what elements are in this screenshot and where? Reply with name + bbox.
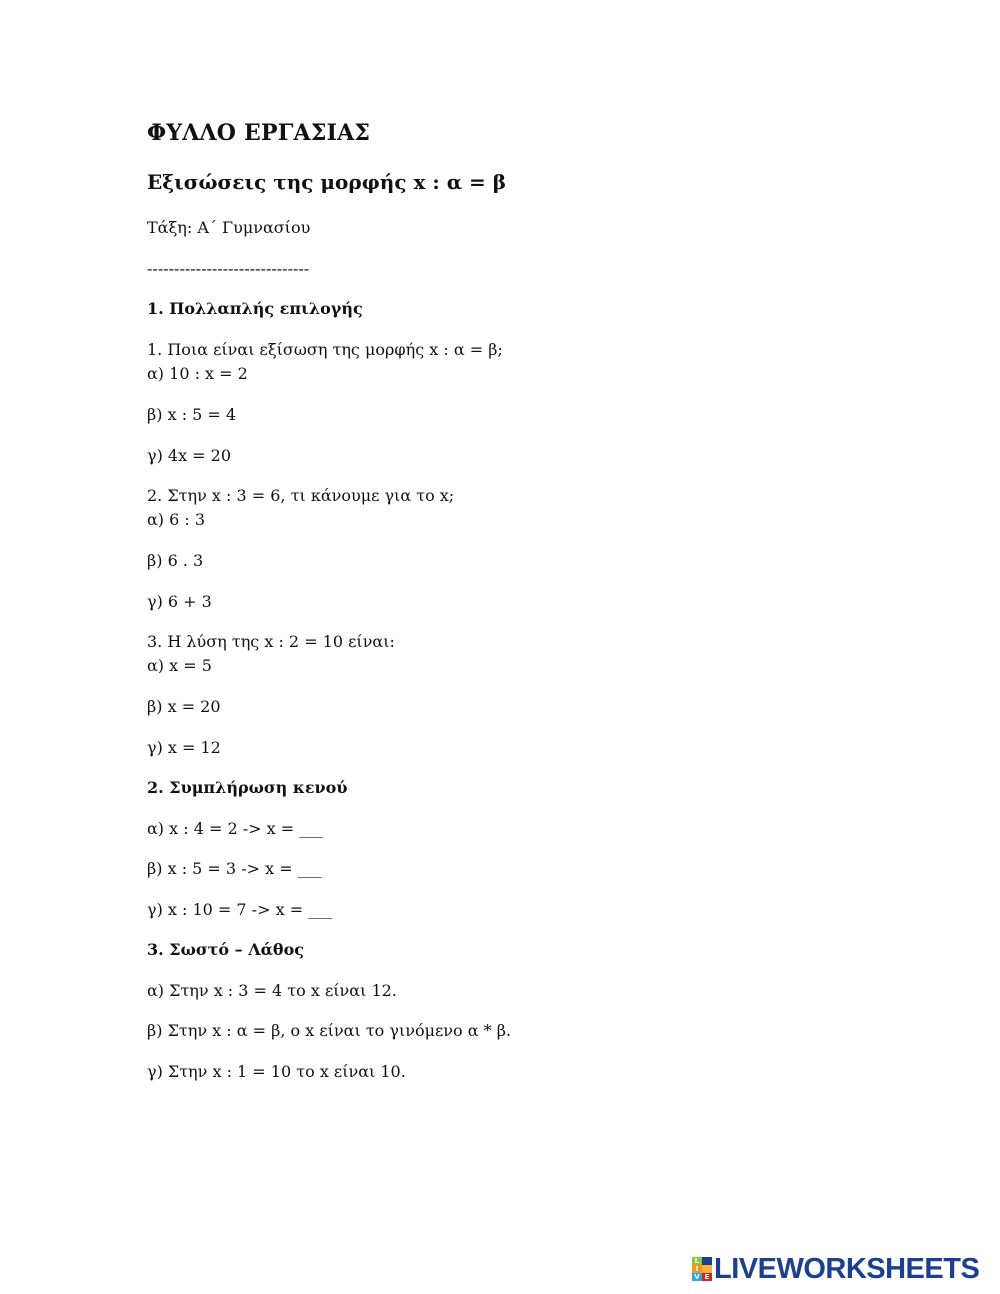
logo-mark-cell: V [692, 1273, 702, 1281]
question-1-option-c[interactable]: γ) 4x = 20 [147, 446, 232, 465]
question-2: 2. Στην x : 3 = 6, τι κάνουμε για το x; [147, 486, 455, 505]
separator-line: ------------------------------ [147, 259, 310, 278]
question-2-option-b[interactable]: β) 6 . 3 [147, 551, 204, 570]
liveworksheets-logo-text: LIVEWORKSHEETS [714, 1253, 980, 1285]
liveworksheets-logo-icon [692, 1257, 712, 1281]
question-1: 1. Ποια είναι εξίσωση της μορφής x : α = β; [147, 340, 503, 359]
question-1-option-b[interactable]: β) x : 5 = 4 [147, 405, 237, 424]
liveworksheets-logo [692, 1254, 979, 1284]
fill-blank-b[interactable]: β) x : 5 = 3 -> x = ___ [147, 859, 322, 878]
question-3: 3. Η λύση της x : 2 = 10 είναι: [147, 632, 395, 651]
logo-mark-cell [702, 1257, 712, 1265]
logo-mark-cell: L [692, 1257, 702, 1265]
question-2-option-c[interactable]: γ) 6 + 3 [147, 592, 212, 611]
section-heading-true-false: 3. Σωστό – Λάθος [147, 940, 305, 959]
fill-blank-c[interactable]: γ) x : 10 = 7 -> x = ___ [147, 900, 333, 919]
true-false-b[interactable]: β) Στην x : α = β, ο x είναι το γινόμενο α * β. [147, 1021, 512, 1040]
fill-blank-a[interactable]: α) x : 4 = 2 -> x = ___ [147, 819, 324, 838]
worksheet-title: ΦΥΛΛΟ ΕΡΓΑΣΙΑΣ [147, 120, 371, 146]
section-heading-multiple-choice: 1. Πολλαπλής επιλογής [147, 299, 363, 318]
true-false-c[interactable]: γ) Στην x : 1 = 10 το x είναι 10. [147, 1062, 406, 1081]
question-3-option-c[interactable]: γ) x = 12 [147, 738, 221, 757]
question-3-option-b[interactable]: β) x = 20 [147, 697, 221, 716]
worksheet-subtitle: Εξισώσεις της μορφής x : α = β [147, 170, 507, 194]
section-heading-fill-blank: 2. Συμπλήρωση κενού [147, 778, 348, 797]
class-line: Τάξη: Α΄ Γυμνασίου [147, 218, 311, 237]
logo-mark-cell: I [692, 1265, 702, 1273]
question-1-option-a[interactable]: α) 10 : x = 2 [147, 364, 248, 383]
question-3-option-a[interactable]: α) x = 5 [147, 656, 212, 675]
question-2-option-a[interactable]: α) 6 : 3 [147, 510, 206, 529]
logo-mark-cell [702, 1265, 712, 1273]
logo-mark-cell: E [702, 1273, 712, 1281]
true-false-a[interactable]: α) Στην x : 3 = 4 το x είναι 12. [147, 981, 397, 1000]
